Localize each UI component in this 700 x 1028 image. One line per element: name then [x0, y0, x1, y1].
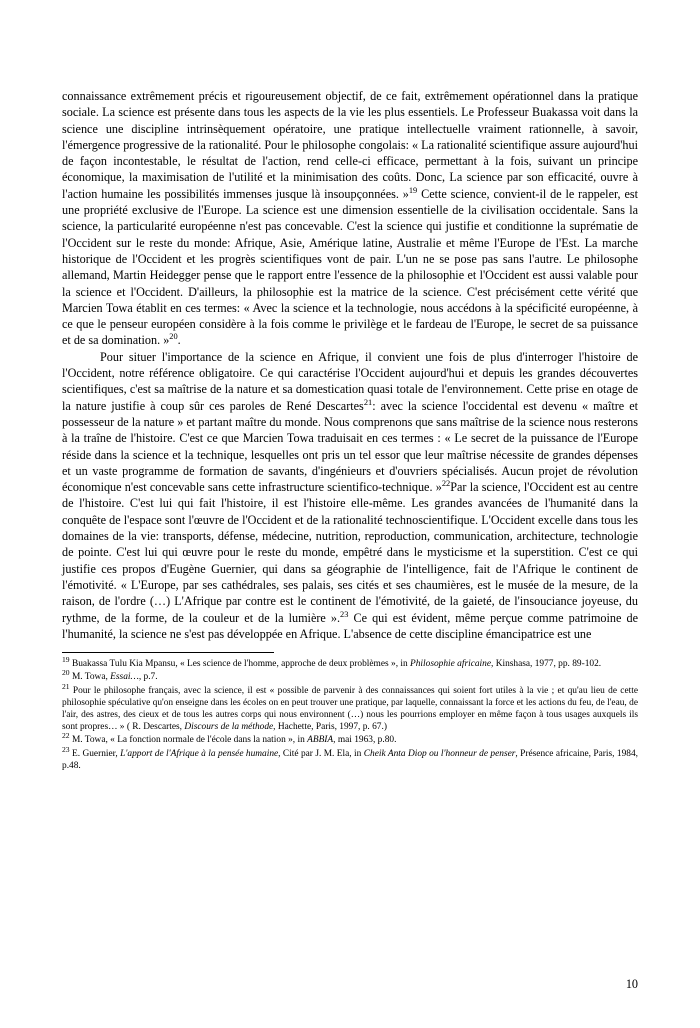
footnote-item: $^{21}$ Pour le philosophe français, avec la science, il est « possible de parvenir à des connaissances qui soient fort utiles à la vie ; et qu'au lieu de cette philosophie spéculative qu'on enseigne dans les écoles on en peut trouver une pratique, par laquelle, connaissant la force et les actions du feu, de l'eau, de l'air, des astres, des cieux et de tous les autres corps qui nous environnent (…) nous les pourrions employer en même façon à tous usages auxquels ils sont propres… » ( R. Descartes, Discours de la méthode, Hachette, Paris, 1997, p. 67.)	[62, 681, 638, 733]
footnote-number: 23	[62, 744, 70, 754]
footnote-reference[interactable]: 20	[169, 332, 178, 342]
italic-text: Cheik Anta Diop ou l'honneur de penser	[363, 748, 516, 759]
footnote-number: 22	[62, 731, 70, 741]
footnote-item: $^{20}$ M. Towa, Essai…, p.7.	[62, 668, 158, 683]
italic-text: ABBIA	[307, 735, 334, 746]
footnotes-block	[62, 654, 638, 772]
page-number: 10	[625, 977, 638, 991]
footnote-number: 21	[62, 681, 70, 691]
footnote-number: 19	[62, 654, 70, 664]
footnote-item: $^{23}$ E. Guernier, L'apport de l'Afrique à la pensée humaine, Cité par J. M. Ela, in Cheik Anta Diop ou l'honneur de penser, Présence africaine, Paris, 1984, p.48.	[62, 744, 638, 771]
footnote-reference[interactable]: 21	[363, 397, 373, 407]
footnote-separator	[62, 652, 274, 653]
italic-text: Philosophie africaine,	[410, 659, 494, 670]
italic-text: Discours de la méthode	[184, 722, 274, 733]
footnote-reference[interactable]: 19	[408, 185, 418, 195]
footnote-reference[interactable]: 22	[441, 479, 451, 489]
paragraph-2: Pour situer l'importance de la science en Afrique, il convient une fois de plus d'interroger l'histoire de l'Occident, notre référence obligatoire. Ce qui caractérise l'Occident aujourd'hui et depuis les grandes découvertes scientifiques, c'est sa maîtrise de la nature et sa domestication quasi totale de l'environnement. Cette prise en otage de la nature justifie à coup sûr ces paroles de René Descartes$^{21}$: avec la science l'occidental est devenu « maître et possesseur de la nature » et partant maître du monde. Nous comprenons que sans maîtrise de la science nous resterons à la traîne de l'histoire. C'est ce que Marcien Towa traduisait en ces termes : « Le secret de la puissance de l'Europe réside dans la science et la technique, lesquelles ont pris un tel essor que leur maîtrise nécessite de grandes dépenses et un vaste programme de formation de savants, d'ingénieurs et d'ouvriers spécialisés. Aucun projet de révolution économique n'est concevable sans cette infrastructure scientifico-technique. »$^{22}$Par la science, l'Occident est au centre de l'histoire. C'est lui qui fait l'histoire, il est l'histoire elle-même. Les grandes avancées de l'humanité dans la conquête de l'espace sont l'œuvre de l'Occident et de la rationalité technoscientifique. L'Occident excelle dans tous les domaines de la vie: transports, défense, médecine, nutrition, reproduction, communication, architecture, technologie de pointe. C'est lui qui œuvre pour le reste du monde, empêtré dans le mysticisme et la superstition. C'est ce qui justifie ces propos d'Eugène Guernier, qui dans sa géographie de l'intelligence, fait de l'Afrique le continent de l'émotivité. « L'Europe, par ses cathédrales, ses palais, ses cités et ses chaumières, est le musée de la mesure, de la raison, de l'ordre (…) L'Afrique par contre est le continent de l'émotivité, de la gaieté, de l'insouciance joyeuse, du rythme, de la forme, de la couleur et de la lumière ».$^{23}$ Ce qui est évident, même perçue comme patrimoine de l'humanité, la science ne s'est pas développée en Afrique. L'absence de cette discipline émancipatrice est une	[62, 349, 639, 641]
italic-text: Essai…	[110, 672, 139, 683]
body-text-block	[62, 88, 638, 642]
footnote-number: 20	[62, 668, 70, 678]
paragraph-1: connaissance extrêmement précis et rigoureusement objectif, de ce fait, extrêmement opérationnel dans la pratique sociale. La science est présente dans tous les aspects de la vie les plus essentiels. Le Professeur Buakassa voit dans la science une discipline intrinsèquement opératoire, une pratique intellectuelle vraiment rationnelle, à savoir, l'émergence progressive de la rationalité. Pour le philosophe congolais: « La rationalité scientifique assure aujourd'hui de façon incontestable, le résultat de l'action, rend celle-ci efficace, permettant à la fois, suivant un principe économique, la maximisation de l'utilité et la minimisation des coûts. Donc, La science par son efficacité, ouvre à l'action humaine les possibilités immenses jusque là insoupçonnées. »$^{19}$ Cette science, convient-il de le rappeler, est une propriété exclusive de l'Europe. La science est une dimension essentielle de la civilisation occidentale. Sans la science, la particularité européenne n'est pas concevable. C'est la science qui justifie et conditionne la suprématie de l'Occident sur le reste du monde: Afrique, Asie, Amérique latine, Australie et même l'Europe de l'Est. La marche historique de l'Occident et les progrès scientifiques vont de pair. L'un ne se pose pas sans l'autre. Le philosophe allemand, Martin Heidegger pense que le rapport entre l'essence de la philosophie et l'Occident est aussi valable pour la science et l'Occident. D'ailleurs, la philosophie est la matrice de la science. C'est précisément cette vérité que Marcien Towa établit en ces termes: « Avec la science et la technologie, nous accédons à la spécificité européenne, à ce que le penseur européen considère à la fois comme le privilège et le fardeau de l'Europe, le secret de sa puissance et de sa domination. »$^{20}$.	[62, 89, 638, 348]
footnote-item: $^{19}$ Buakassa Tulu Kia Mpansu, « Les science de l'homme, approche de deux problèmes », in Philosophie africaine, Kinshasa, 1977, pp. 89-102.	[62, 654, 602, 670]
footnote-item: $^{22}$ M. Towa, « La fonction normale de l'école dans la nation », in ABBIA, mai 1963, p.80.	[62, 731, 397, 746]
footnote-reference[interactable]: 23	[340, 609, 349, 619]
italic-text: L'apport de l'Afrique à la pensée humaine	[120, 748, 279, 759]
